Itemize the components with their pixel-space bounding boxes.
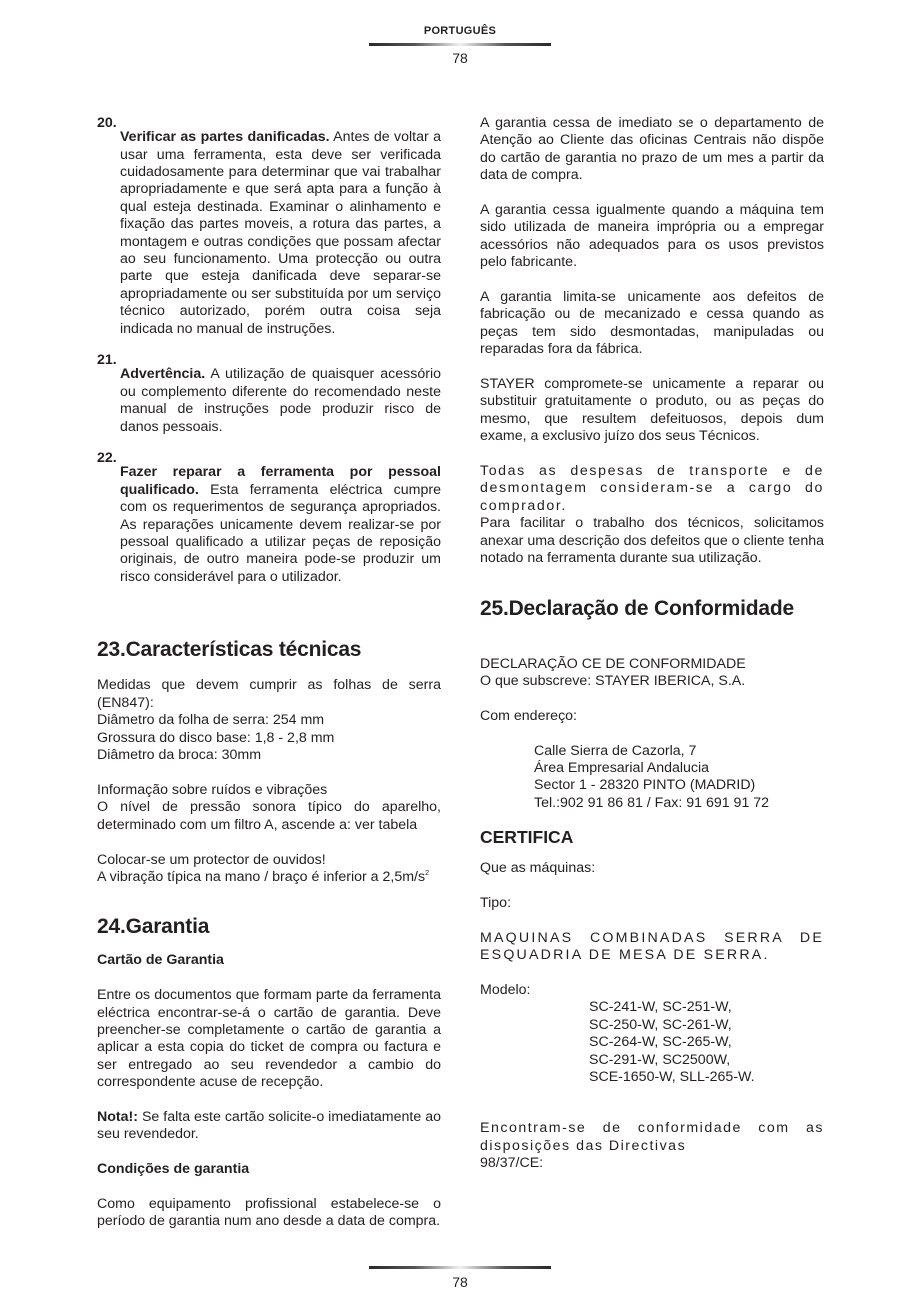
directive-number: 98/37/CE: xyxy=(480,1155,544,1172)
spec-bore-diameter: Diâmetro da broca: 30mm xyxy=(97,747,262,764)
warranty-card-text: Entre os documentos que formam parte da ferramenta eléctrica encontrar-se-á o cartão de garantia. Deve preencher-se completamente o cartão de garantia a aplicar a esta copia do ticket de compra ou factura e ser entregado ao seu revendedor a cambio do correspondente acuse de recepção. xyxy=(97,987,441,1091)
vibration-text: A vibração típica na mano / braço é inferior a $2,5m/s^2$ xyxy=(97,868,429,885)
section-24-title: 24.Garantia xyxy=(97,915,210,939)
warranty-conditions-text: Como equipamento profissional estabelece-se o período de garantia num ano desde a data de compra. xyxy=(97,1195,441,1230)
warranty-paragraph: Para facilitar o trabalho dos técnicos, solicitamos anexar uma descrição dos defeitos que o cliente tenha notado na ferramenta durante sua utilização. xyxy=(480,515,824,567)
declaration-subscriber: O que subscreve: STAYER IBERICA, S.A. xyxy=(480,672,746,689)
warranty-paragraph: A garantia cessa igualmente quando a máquina tem sido utilizada de maneira imprópria ou a empregar acessórios não adequados para os usos previstos pelo fabricante. xyxy=(480,202,824,271)
item-number: 21. xyxy=(97,352,117,369)
blade-requirements: Medidas que devem cumprir as folhas de serra (EN847): xyxy=(97,677,441,711)
machines-label: Que as máquinas: xyxy=(480,860,596,877)
page-number-bottom: 78 xyxy=(452,1274,468,1290)
item-number: 22. xyxy=(97,450,117,467)
item-title: Verificar as partes danificadas. xyxy=(120,129,330,146)
noise-text: O nível de pressão sonora típico do aparelho, determinado com um filtro A, ascende a: ver tabela xyxy=(97,799,441,833)
item-text: Advertência. A utilização de quaisquer acessório ou complemento diferente do recomendado neste manual de instruções pode produzir risco de danos pessoais. xyxy=(120,366,441,435)
conformity-text: Encontram-se de conformidade com as disposições das Directivas xyxy=(480,1120,824,1154)
model-label: Modelo: xyxy=(480,981,531,998)
address-label: Com endereço: xyxy=(480,707,577,724)
noise-title: Informação sobre ruídos e vibrações xyxy=(97,781,328,798)
language-header: PORTUGUÊS xyxy=(423,25,497,37)
list-item-20 xyxy=(97,115,441,352)
certifica-heading: CERTIFICA xyxy=(480,827,574,848)
warranty-note: Nota!: Se falta este cartão solicite-o imediatamente ao seu revendedor. xyxy=(97,1108,441,1143)
model-list: SC-241-W, SC-251-W, SC-250-W, SC-261-W, SC-264-W, SC-265-W, SC-291-W, SC2500W, SCE-1650-W, SLL-265-W. xyxy=(589,999,755,1085)
spec-blade-diameter: Diâmetro da folha de serra: 254 mm xyxy=(97,712,325,729)
warranty-paragraph: A garantia cessa de imediato se o departamento de Atenção ao Cliente das oficinas Centrais não dispõe do cartão de garantia no prazo de um mes a partir da data de compra. xyxy=(480,115,824,184)
right-column xyxy=(480,115,824,1173)
section-23-title: 23.Características técnicas xyxy=(97,638,362,662)
machine-type: MAQUINAS COMBINADAS SERRA DE ESQUADRIA DE MESA DE SERRA. xyxy=(480,929,824,964)
item-title: Fazer reparar a ferramenta por pessoal qualificado. xyxy=(120,464,441,498)
declaration-title: DECLARAÇÃO CE DE CONFORMIDADE xyxy=(480,655,746,672)
item-title: Advertência. xyxy=(120,366,206,383)
warranty-card-title: Cartão de Garantia xyxy=(97,952,224,969)
company-address: Calle Sierra de Cazorla, 7 Área Empresarial Andalucia Sector 1 - 28320 PINTO (MADRID) Tel.:902 91 86 81 / Fax: 91 691 91 72 xyxy=(534,742,770,811)
footer-divider xyxy=(369,1266,551,1269)
warranty-paragraph: Todas as despesas de transporte e de desmontagem consideram-se a cargo do comprador. xyxy=(480,463,824,514)
item-text: Fazer reparar a ferramenta por pessoal qualificado. Esta ferramenta eléctrica cumpre com os requerimentos de segurança apropriados. As reparações unicamente devem realizar-se por pessoal qualificado a utilizar peças de reposição originais, de outro maneira pode-se produzir um risco considerável para o utilizador. xyxy=(120,464,441,585)
ear-protector-note: Colocar-se um protector de ouvidos! xyxy=(97,851,326,868)
left-column xyxy=(97,115,441,1231)
section-25-title: 25.Declaração de Conformidade xyxy=(480,596,794,620)
header-divider xyxy=(369,43,551,46)
page-number-top: 78 xyxy=(452,50,468,66)
item-number: 20. xyxy=(97,115,117,131)
warranty-paragraph: STAYER compromete-se unicamente a reparar ou substituir gratuitamente o produto, ou as peças do mesmo, que resultem defeituosos, depois dum exame, a exclusivo juízo dos seus Técnicos. xyxy=(480,376,824,445)
warranty-conditions-title: Condições de garantia xyxy=(97,1161,250,1178)
item-text: Verificar as partes danificadas. Antes de voltar a usar uma ferramenta, esta deve ser verificada cuidadosamente para determinar que vai trabalhar apropriadamente e que será apta para a função à qual esteja destinada. Examinar o alinhamento e fixação das partes moveis, a rotura das partes, a montagem e outras condições que possam afectar ao seu funcionamento. Uma protecção ou outra parte que esteja danificada deve separar-se apropriadamente ou ser substituída por um serviço técnico autorizado, porém outra coisa seja indicada no manual de instruções. xyxy=(120,129,441,337)
spec-base-thickness: Grossura do disco base: 1,8 - 2,8 mm xyxy=(97,729,335,746)
warranty-paragraph: A garantia limita-se unicamente aos defeitos de fabricação ou de mecanizado e cessa quando as peças tem sido desmontadas, manipuladas ou reparadas fora da fábrica. xyxy=(480,289,824,358)
list-item-22 xyxy=(97,450,441,600)
type-label: Tipo: xyxy=(480,894,512,911)
list-item-21 xyxy=(97,352,441,450)
